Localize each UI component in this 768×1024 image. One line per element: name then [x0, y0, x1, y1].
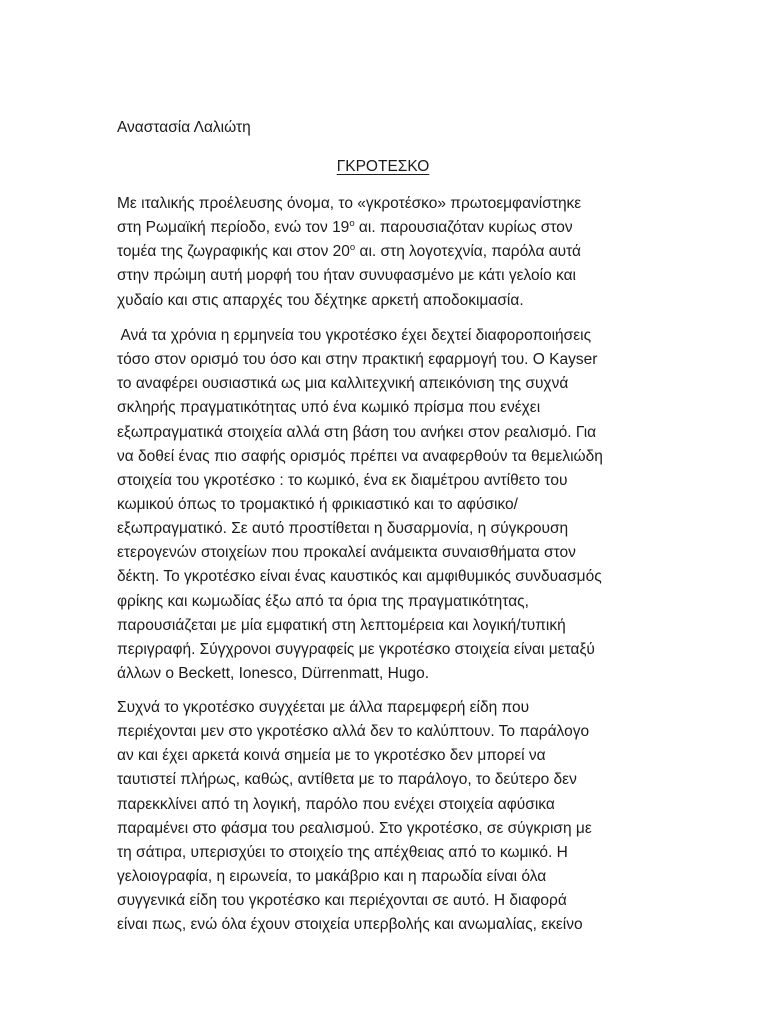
text-segment: στη Ρωμαϊκή περίοδο, ενώ τον 19	[117, 219, 350, 237]
paragraph-2	[117, 324, 603, 686]
superscript-ordinal: ο	[349, 242, 356, 254]
text-line: στοιχεία του γκροτέσκο : το κωμικό, ένα εκ διαμέτρου αντίθετο του	[117, 471, 568, 489]
text-line	[117, 240, 581, 264]
text-line: αν και έχει αρκετά κοινά σημεία με το γκροτέσκο δεν μπορεί να	[117, 747, 546, 765]
text-line: συγγενικά είδη του γκροτέσκο και περιέχονται σε αυτό. Η διαφορά	[117, 892, 567, 910]
text-line: δέκτη. Το γκροτέσκο είναι ένας καυστικός και αμφιθυμικός συνδυασμός	[117, 568, 602, 586]
text-line: εξωπραγματικό. Σε αυτό προστίθεται η δυσαρμονία, η σύγκρουση	[117, 520, 569, 538]
text-line: τη σάτιρα, υπερισχύει το στοιχείο της απέχθειας από το κωμικό. Η	[117, 843, 568, 861]
text-line: να δοθεί ένας πιο σαφής ορισμός πρέπει να αναφερθούν τα θεμελιώδη	[117, 447, 603, 465]
author-name: Αναστασία Λαλιώτη	[117, 119, 251, 136]
text-segment: αι. στη λογοτεχνία, παρόλα αυτά	[355, 243, 582, 261]
text-line: παρουσιάζεται με μία εμφατική στη λεπτομέρεια και λογική/τυπική	[117, 616, 566, 634]
text-line: γελοιογραφία, η ειρωνεία, το μακάβριο και η παρωδία είναι όλα	[117, 867, 547, 885]
author-name-block	[117, 116, 251, 140]
document-title: ΓΚΡΟΤΕΣΚΟ	[336, 158, 430, 175]
text-segment: τομέα της ζωγραφικής και στον 20	[117, 243, 350, 261]
text-line: περιέχονται μεν στο γκροτέσκο αλλά δεν το καλύπτουν. Το παράλογο	[117, 723, 590, 741]
text-line	[117, 216, 581, 240]
text-line: ταυτιστεί πλήρως, καθώς, αντίθετα με το παράλογο, το δεύτερο δεν	[117, 771, 577, 789]
text-segment: αι. παρουσιαζόταν κυρίως στον	[354, 219, 573, 237]
text-line: παρεκκλίνει από τη λογική, παρόλο που ενέχει στοιχεία αφύσικα	[117, 795, 555, 813]
text-line: φρίκης και κωμωδίας έξω από τα όρια της πραγματικότητας,	[117, 592, 529, 610]
paragraph-3	[117, 696, 592, 937]
text-line: το αναφέρει ουσιαστικά ως μια καλλιτεχνική απεικόνιση της συχνά	[117, 375, 569, 393]
paragraph-1	[117, 192, 581, 313]
text-line: εξωπραγματικά στοιχεία αλλά στη βάση του ανήκει στον ρεαλισμό. Για	[117, 423, 597, 441]
text-line: Ανά τα χρόνια η ερμηνεία του γκροτέσκο έχει δεχτεί διαφοροποιήσεις	[117, 327, 592, 344]
text-line: στην πρώιμη αυτή μορφή του ήταν συνυφασμένο με κάτι γελοίο και	[117, 267, 576, 285]
text-line: Συχνά το γκροτέσκο συγχέεται με άλλα παρεμφερή είδη που	[117, 699, 530, 716]
text-line: είναι πως, ενώ όλα έχουν στοιχεία υπερβολής και ανωμαλίας, εκείνο	[117, 916, 583, 934]
text-line: ετερογενών στοιχείων που προκαλεί ανάμεικτα συναισθήματα στον	[117, 544, 576, 562]
text-line: Με ιταλικής προέλευσης όνομα, το «γκροτέσκο» πρωτοεμφανίστηκε	[117, 195, 582, 212]
text-line: κωμικού όπως το τρομακτικό ή φρικιαστικό και το αφύσικο/	[117, 495, 518, 513]
text-line: περιγραφή. Σύγχρονοι συγγραφείς με γκροτέσκο στοιχεία είναι μεταξύ	[117, 640, 595, 658]
text-line: χυδαίο και στις απαρχές του δέχτηκε αρκετή αποδοκιμασία.	[117, 291, 524, 309]
text-line: σκληρής πραγματικότητας υπό ένα κωμικό πρίσμα που ενέχει	[117, 399, 541, 417]
text-line: άλλων ο Beckett, Ionesco, Dürrenmatt, Hugo.	[117, 664, 430, 682]
text-line: τόσο στον ορισμό του όσο και στην πρακτική εφαρμογή του. Ο Kayser	[117, 351, 598, 369]
text-line: παραμένει στο φάσμα του ρεαλισμού. Στο γκροτέσκο, σε σύγκριση με	[117, 819, 592, 837]
superscript-ordinal: ο	[349, 218, 355, 230]
title-block	[0, 155, 768, 179]
